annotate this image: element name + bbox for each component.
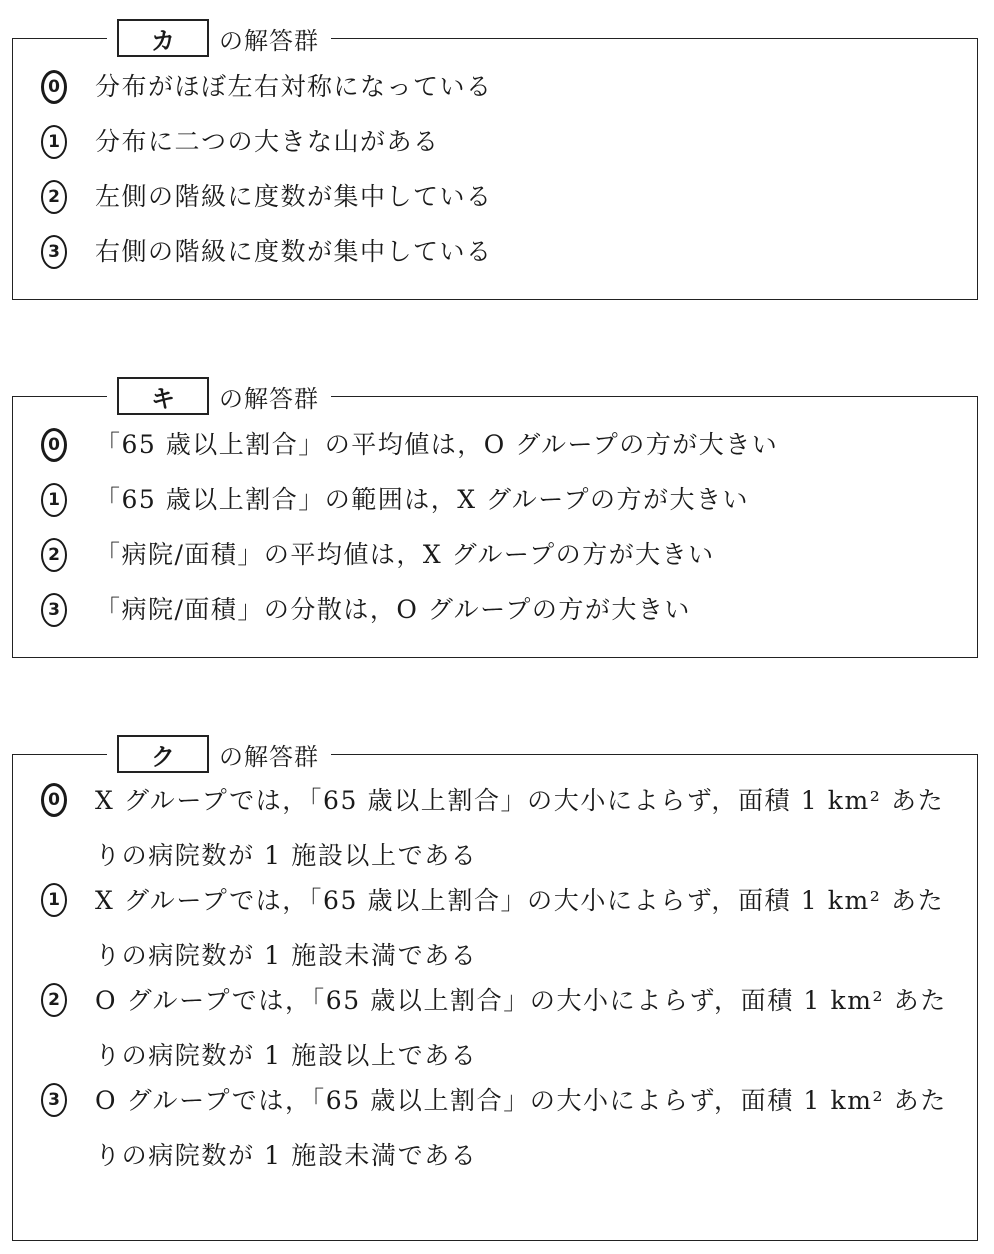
group-title-suffix: の解答群 (219, 742, 319, 771)
option-item (41, 69, 959, 124)
option-item (41, 883, 959, 983)
option-number: 2 (41, 983, 67, 1017)
group-legend (13, 733, 977, 777)
option-text: O グループでは，「65 歳以上割合」の大小によらず，面積 1 km² あたりの病院数が 1 施設未満である (95, 1086, 947, 1170)
answer-key-box: キ (117, 377, 209, 415)
option-item (41, 983, 959, 1083)
option-text: 分布がほぼ左右対称になっている (95, 72, 493, 101)
option-text: 「65 歳以上割合」の平均値は，O グループの方が大きい (95, 430, 779, 459)
option-item (41, 537, 959, 592)
option-number: 3 (41, 235, 67, 269)
answer-key-box: ク (117, 735, 209, 773)
option-text: 「65 歳以上割合」の範囲は，X グループの方が大きい (95, 485, 750, 514)
group-title-suffix: の解答群 (219, 26, 319, 55)
option-text: 「病院/面積」の分散は，O グループの方が大きい (95, 595, 691, 624)
option-item (41, 234, 959, 289)
answer-group-ka (12, 26, 978, 300)
option-text: O グループでは，「65 歳以上割合」の大小によらず，面積 1 km² あたりの病院数が 1 施設以上である (95, 986, 947, 1070)
answer-group-ku (12, 742, 978, 1241)
option-item (41, 427, 959, 482)
option-number: 1 (41, 883, 67, 917)
option-number: 1 (41, 125, 67, 159)
option-item (41, 179, 959, 234)
option-text: 左側の階級に度数が集中している (95, 182, 493, 211)
option-number: 1 (41, 483, 67, 517)
group-legend (13, 17, 977, 61)
option-number: 0 (41, 70, 67, 104)
answer-group-ki (12, 384, 978, 658)
group-title-suffix: の解答群 (219, 384, 319, 413)
option-number: 3 (41, 593, 67, 627)
option-number: 0 (41, 783, 67, 817)
group-legend (13, 375, 977, 419)
answer-key-box: カ (117, 19, 209, 57)
option-number: 2 (41, 538, 67, 572)
option-item (41, 783, 959, 883)
option-number: 2 (41, 180, 67, 214)
option-item (41, 482, 959, 537)
option-text: 右側の階級に度数が集中している (95, 237, 493, 266)
option-number: 3 (41, 1083, 67, 1117)
option-text: 「病院/面積」の平均値は，X グループの方が大きい (95, 540, 715, 569)
option-item (41, 124, 959, 179)
option-text: 分布に二つの大きな山がある (95, 127, 440, 156)
option-item (41, 1083, 959, 1183)
option-text: X グループでは，「65 歳以上割合」の大小によらず，面積 1 km² あたりの病院数が 1 施設未満である (95, 886, 945, 970)
option-text: X グループでは，「65 歳以上割合」の大小によらず，面積 1 km² あたりの病院数が 1 施設以上である (95, 786, 945, 870)
option-number: 0 (41, 428, 67, 462)
option-item (41, 592, 959, 647)
